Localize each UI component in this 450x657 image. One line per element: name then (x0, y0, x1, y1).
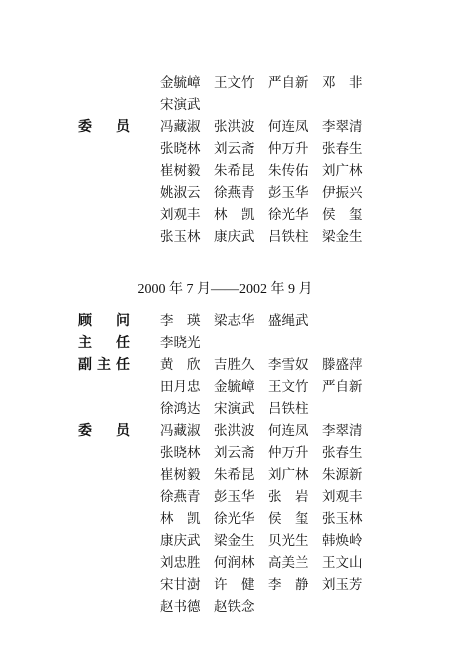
person-name: 刘云斋 (214, 141, 255, 157)
person-name: 何连凤 (268, 423, 309, 439)
person-name: 崔树毅 (160, 163, 201, 179)
person-name: 宋演武 (214, 401, 255, 417)
member-names (160, 596, 268, 618)
role-char: 任 (116, 357, 130, 373)
member-names (160, 464, 376, 486)
person-name: 张晓林 (160, 445, 201, 461)
person-name: 伊振兴 (322, 185, 363, 201)
person-name: 宋甘澍 (160, 577, 201, 593)
person-name: 黄 欣 (160, 357, 201, 373)
person-name: 刘观丰 (160, 207, 201, 223)
deputy-names (160, 376, 376, 398)
role-char: 员 (116, 119, 130, 135)
person-name: 梁志华 (214, 313, 255, 329)
person-name: 张春生 (322, 445, 363, 461)
person-name: 吕铁柱 (268, 229, 309, 245)
person-name: 张玉林 (322, 511, 363, 527)
member-names (160, 182, 376, 204)
person-name: 彭玉华 (268, 185, 309, 201)
person-name: 康庆武 (160, 533, 201, 549)
advisor-names (160, 310, 322, 332)
person-name: 姚淑云 (160, 185, 201, 201)
person-name: 何连凤 (268, 119, 309, 135)
person-name: 严自新 (268, 75, 309, 91)
person-name: 赵书德 (160, 599, 201, 615)
person-name: 金毓嶂 (160, 75, 201, 91)
person-name: 刘广林 (322, 163, 363, 179)
person-name: 何润林 (214, 555, 255, 571)
member-names (160, 138, 376, 160)
director-names (160, 332, 214, 354)
person-name: 侯 玺 (268, 511, 309, 527)
person-name: 盛绳武 (268, 313, 309, 329)
person-name: 彭玉华 (214, 489, 255, 505)
person-name: 李雪奴 (268, 357, 309, 373)
person-name: 徐燕青 (214, 185, 255, 201)
person-name: 吕铁柱 (268, 401, 309, 417)
person-name: 刘忠胜 (160, 555, 201, 571)
role-char: 任 (116, 335, 130, 351)
person-name: 崔树毅 (160, 467, 201, 483)
person-name: 刘云斋 (214, 445, 255, 461)
role-char: 委 (78, 119, 92, 135)
person-name: 李翠清 (322, 119, 363, 135)
member-names (160, 226, 376, 248)
person-name: 朱希昆 (214, 467, 255, 483)
term-period-heading: 2000 年 7 月——2002 年 9 月 (137, 282, 313, 297)
person-name: 王文竹 (268, 379, 309, 395)
person-name: 赵铁念 (214, 599, 255, 615)
role-char: 委 (78, 423, 92, 439)
role-char: 问 (116, 313, 130, 329)
person-name: 张 岩 (268, 489, 309, 505)
person-name: 李晓光 (160, 335, 201, 351)
member-names (160, 486, 376, 508)
person-name: 许 健 (214, 577, 255, 593)
person-name: 梁金生 (322, 229, 363, 245)
person-name: 王文山 (322, 555, 363, 571)
director-role-label (78, 332, 130, 354)
person-name: 吉胜久 (214, 357, 255, 373)
person-name: 刘广林 (268, 467, 309, 483)
person-name: 金毓嶂 (214, 379, 255, 395)
person-name: 梁金生 (214, 533, 255, 549)
member-names (160, 420, 376, 442)
person-name: 贝光生 (268, 533, 309, 549)
member-names (160, 530, 376, 552)
person-name: 刘观丰 (322, 489, 363, 505)
member-names (160, 442, 376, 464)
person-name: 张春生 (322, 141, 363, 157)
role-char: 主 (97, 357, 111, 373)
person-name: 王文竹 (214, 75, 255, 91)
person-name: 邓 非 (322, 75, 363, 91)
deputy-names (160, 354, 376, 376)
person-name: 张晓林 (160, 141, 201, 157)
person-name: 张洪波 (214, 119, 255, 135)
role-char: 员 (116, 423, 130, 439)
person-name: 徐光华 (214, 511, 255, 527)
person-name: 林 凯 (160, 511, 201, 527)
person-name: 李 静 (268, 577, 309, 593)
person-name: 韩焕岭 (322, 533, 363, 549)
person-name: 李 瑛 (160, 313, 201, 329)
person-name: 康庆武 (214, 229, 255, 245)
person-name: 徐燕青 (160, 489, 201, 505)
person-name: 仲万升 (268, 445, 309, 461)
continued-names (160, 72, 376, 94)
person-name: 朱传佑 (268, 163, 309, 179)
person-name: 仲万升 (268, 141, 309, 157)
role-char: 副 (78, 357, 92, 373)
member-names (160, 160, 376, 182)
person-name: 冯藏淑 (160, 423, 201, 439)
person-name: 侯 玺 (322, 207, 363, 223)
person-name: 刘玉芳 (322, 577, 363, 593)
role-char: 主 (78, 335, 92, 351)
member-names (160, 574, 376, 596)
person-name: 严自新 (322, 379, 363, 395)
members-role-label (78, 420, 130, 442)
person-name: 张洪波 (214, 423, 255, 439)
deputy-names (160, 398, 322, 420)
person-name: 高美兰 (268, 555, 309, 571)
role-char: 顾 (78, 313, 92, 329)
member-names (160, 204, 376, 226)
person-name: 徐鸿达 (160, 401, 201, 417)
person-name: 徐光华 (268, 207, 309, 223)
person-name: 朱希昆 (214, 163, 255, 179)
members-role-label (78, 116, 130, 138)
person-name: 田月忠 (160, 379, 201, 395)
person-name: 林 凯 (214, 207, 255, 223)
person-name: 宋演武 (160, 97, 201, 113)
person-name: 朱源新 (322, 467, 363, 483)
person-name: 滕盛萍 (322, 357, 363, 373)
person-name: 冯藏淑 (160, 119, 201, 135)
member-names (160, 508, 376, 530)
continued-names (160, 94, 214, 116)
advisor-role-label (78, 310, 130, 332)
person-name: 李翠清 (322, 423, 363, 439)
member-names (160, 552, 376, 574)
deputy-director-role-label (78, 354, 130, 376)
person-name: 张玉林 (160, 229, 201, 245)
member-names (160, 116, 376, 138)
